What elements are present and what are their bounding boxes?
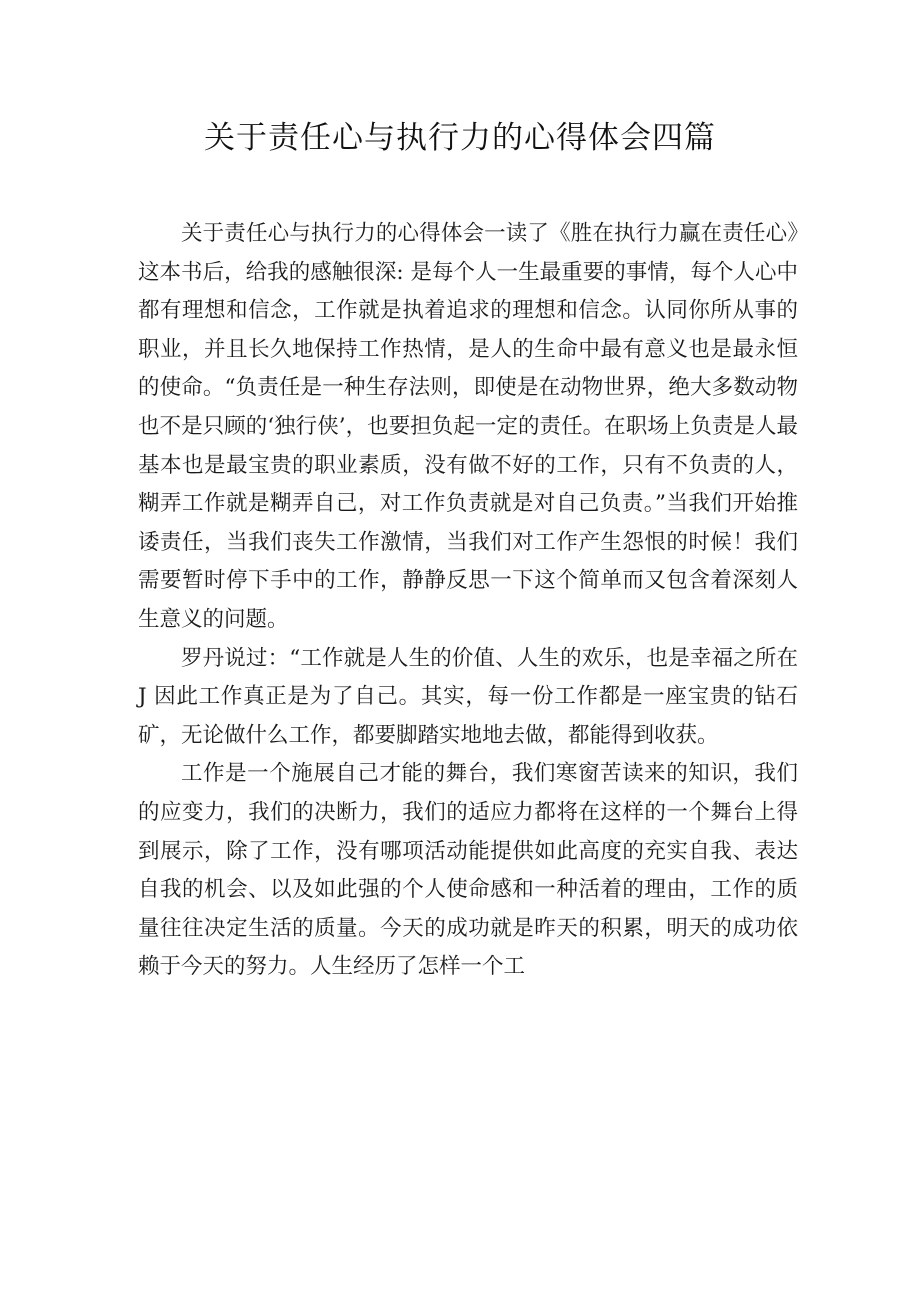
paragraph-2: 罗丹说过：“工作就是人生的价值、人生的欢乐，也是幸福之所在 J 因此工作真正是为了自己。其实，每一份工作都是一座宝贵的钻石矿，无论做什么工作，都要脚踏实地地去做，都能得到收获。 [138, 645, 798, 748]
document-title: 关于责任心与执行力的心得体会四篇 [204, 120, 716, 156]
paragraph-3: 工作是一个施展自己才能的舞台，我们寒窗苦读来的知识，我们的应变力，我们的决断力，我们的适应力都将在这样的一个舞台上得到展示，除了工作，没有哪项活动能提供如此高度的充实自我、表达自我的机会、以及如此强的个人使命感和一种活着的理由，工作的质量往往决定生活的质量。今天的成功就是昨天的积累，明天的成功依赖于今天的努力。人生经历了怎样一个工 [138, 761, 798, 980]
document-body [138, 215, 798, 987]
paragraph-1: 关于责任心与执行力的心得体会一读了《胜在执行力赢在责任心》这本书后，给我的感触很深: 是每个人一生最重要的事情，每个人心中都有理想和信念，工作就是执着追求的理想和信念。认同你所从事的职业，并且长久地保持工作热情，是人的生命中最有意义也是最永恒的使命。“负责任是一种生存法则，即使是在动物世界，绝大多数动物也不是只顾的‘独行侠’，也要担负起一定的责任。在职场上负责是人最基本也是最宝贵的职业素质，没有做不好的工作，只有不负责的人，糊弄工作就是糊弄自己，对工作负责就是对自己负责。”当我们开始推诿责任，当我们丧失工作激情，当我们对工作产生怨恨的时候！我们需要暂时停下手中的工作，静静反思一下这个简单而又包含着深刻人生意义的问题。 [138, 221, 798, 632]
